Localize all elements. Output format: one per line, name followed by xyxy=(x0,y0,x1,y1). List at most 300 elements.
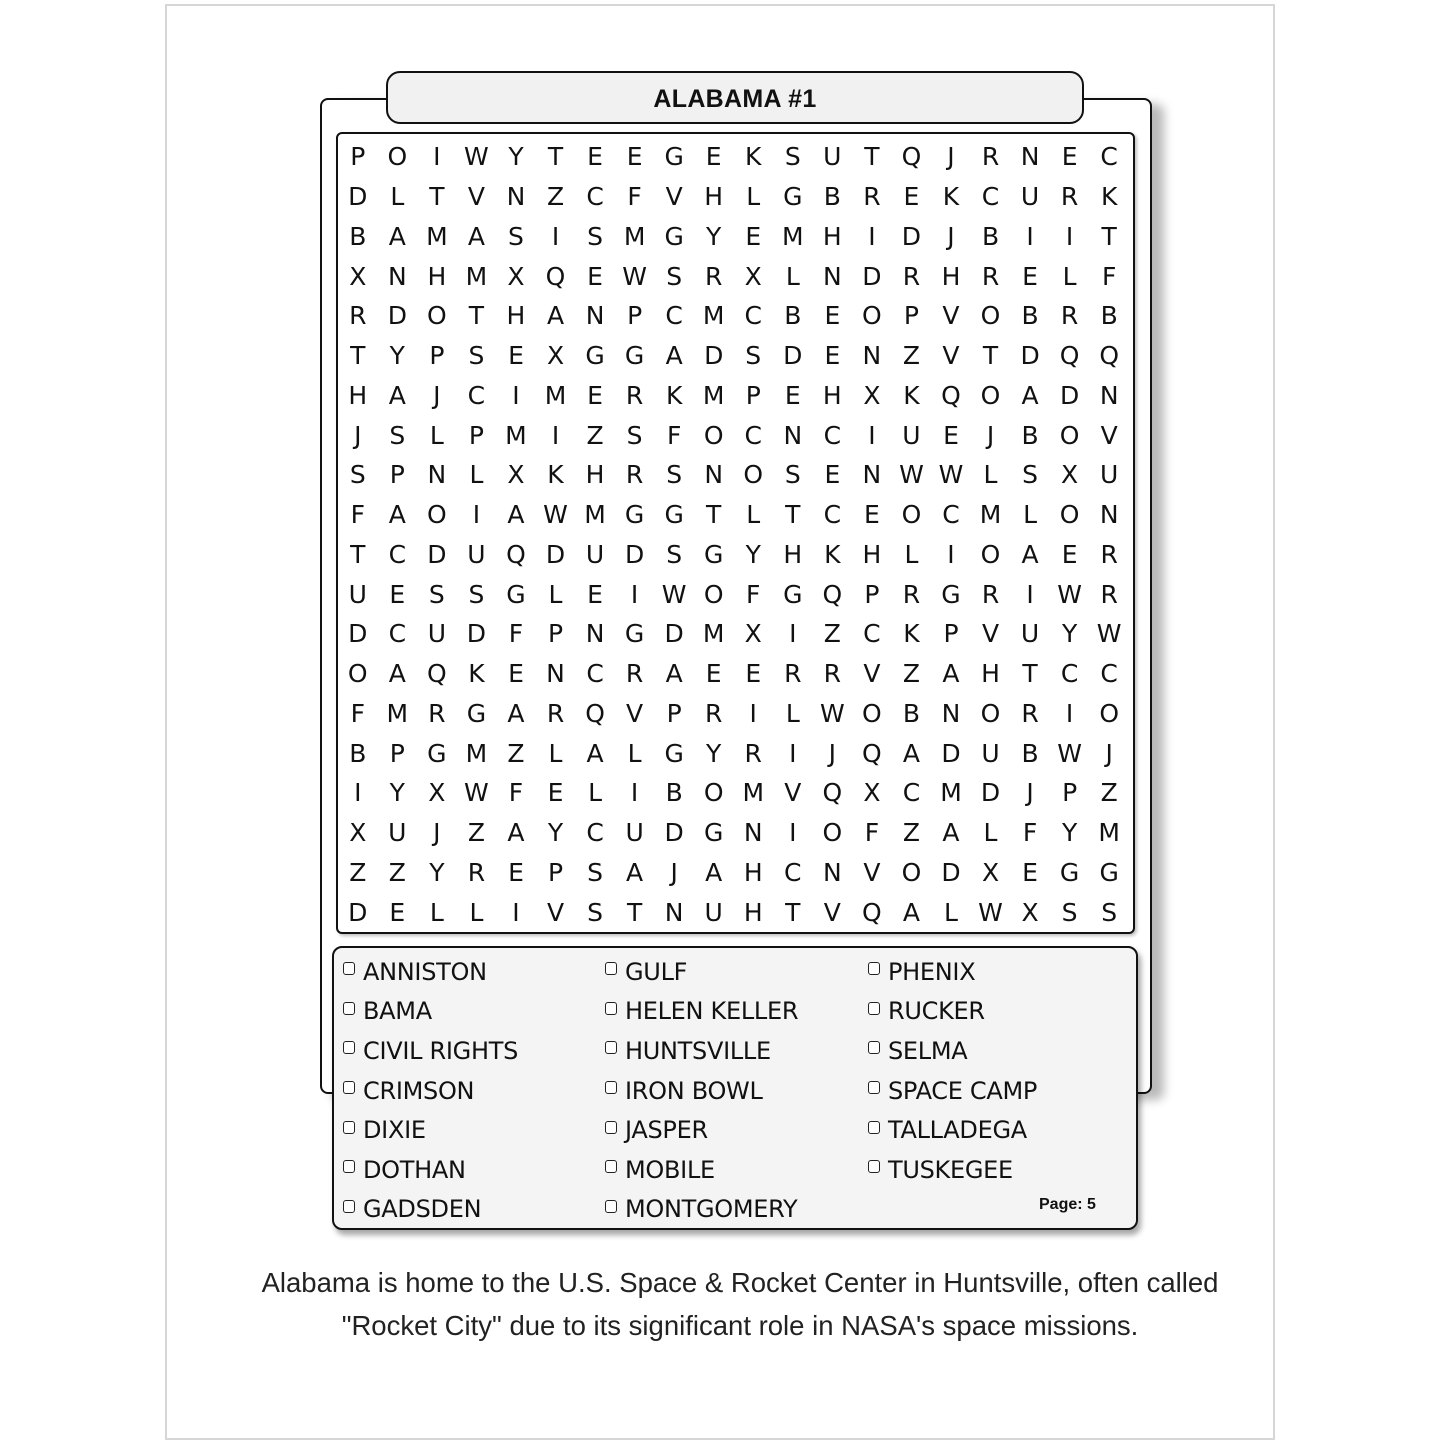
grid-letter[interactable]: O xyxy=(427,500,447,530)
word-list-item[interactable] xyxy=(343,1031,518,1071)
grid-letter[interactable]: C xyxy=(388,539,407,569)
grid-letter[interactable]: Q xyxy=(822,579,843,609)
grid-letter[interactable]: U xyxy=(585,539,605,569)
grid-letter[interactable]: R xyxy=(625,380,644,410)
grid-letter[interactable]: M xyxy=(465,738,488,768)
grid-letter[interactable]: G xyxy=(783,182,803,212)
grid-letter[interactable]: C xyxy=(942,500,960,530)
grid-letter[interactable]: A xyxy=(902,738,920,768)
grid-letter[interactable]: I xyxy=(1065,221,1074,251)
grid-letter[interactable]: E xyxy=(587,380,603,410)
grid-letter[interactable]: U xyxy=(902,420,921,450)
grid-letter[interactable]: F xyxy=(1022,818,1038,848)
grid-letter[interactable]: N xyxy=(1099,380,1119,410)
grid-letter[interactable]: L xyxy=(548,738,563,768)
grid-letter[interactable]: R xyxy=(981,261,1000,291)
grid-letter[interactable]: P xyxy=(350,142,366,172)
grid-letter[interactable]: O xyxy=(862,698,882,728)
grid-letter[interactable]: S xyxy=(1022,460,1038,490)
grid-letter[interactable]: E xyxy=(389,579,406,609)
grid-letter[interactable]: O xyxy=(980,698,1001,728)
grid-letter[interactable]: E xyxy=(745,221,762,251)
grid-letter[interactable]: K xyxy=(824,539,841,569)
grid-letter[interactable]: K xyxy=(903,619,920,649)
grid-letter[interactable]: H xyxy=(348,380,368,410)
grid-letter[interactable]: G xyxy=(1059,857,1080,887)
grid-letter[interactable]: T xyxy=(1022,659,1038,689)
checkbox-icon[interactable] xyxy=(343,1160,355,1173)
grid-letter[interactable]: L xyxy=(429,420,444,450)
grid-letter[interactable]: M xyxy=(584,500,606,530)
grid-letter[interactable]: V xyxy=(942,341,960,371)
grid-letter[interactable]: Z xyxy=(467,818,485,848)
grid-letter[interactable]: N xyxy=(585,619,605,649)
grid-letter[interactable]: B xyxy=(902,698,920,728)
grid-letter[interactable]: Z xyxy=(902,659,920,689)
grid-letter[interactable]: B xyxy=(784,301,802,331)
grid-letter[interactable]: A xyxy=(388,500,406,530)
word-list-item[interactable] xyxy=(868,952,1037,992)
checkbox-icon[interactable] xyxy=(605,1160,617,1173)
grid-letter[interactable]: G xyxy=(704,818,724,848)
grid-letter[interactable]: C xyxy=(586,659,604,689)
grid-letter[interactable]: D xyxy=(624,539,645,569)
grid-letter[interactable]: R xyxy=(981,142,1000,172)
grid-letter[interactable]: R xyxy=(784,659,802,689)
grid-letter[interactable]: B xyxy=(1021,738,1039,768)
grid-letter[interactable]: N xyxy=(941,698,961,728)
grid-letter[interactable]: A xyxy=(467,221,485,251)
grid-letter[interactable]: X xyxy=(981,857,1000,887)
grid-letter[interactable]: C xyxy=(863,619,881,649)
grid-letter[interactable]: X xyxy=(349,261,367,291)
grid-letter[interactable]: V xyxy=(981,619,1000,649)
grid-letter[interactable]: I xyxy=(512,897,520,927)
grid-letter[interactable]: D xyxy=(783,341,803,371)
grid-letter[interactable]: D xyxy=(941,738,961,768)
grid-letter[interactable]: C xyxy=(744,301,762,331)
grid-letter[interactable]: Y xyxy=(745,539,761,569)
grid-letter[interactable]: C xyxy=(1100,659,1118,689)
grid-letter[interactable]: D xyxy=(664,818,684,848)
grid-letter[interactable]: E xyxy=(1061,539,1078,569)
grid-letter[interactable]: X xyxy=(863,380,881,410)
checkbox-icon[interactable] xyxy=(343,1200,355,1213)
grid-letter[interactable]: V xyxy=(467,182,485,212)
grid-letter[interactable]: I xyxy=(630,778,639,808)
grid-letter[interactable]: W xyxy=(661,579,687,609)
grid-letter[interactable]: I xyxy=(433,142,441,172)
grid-letter[interactable]: O xyxy=(427,301,447,331)
grid-letter[interactable]: N xyxy=(506,182,526,212)
grid-letter[interactable]: Y xyxy=(389,778,405,808)
grid-letter[interactable]: P xyxy=(429,341,445,371)
grid-letter[interactable]: A xyxy=(942,818,960,848)
grid-letter[interactable]: M xyxy=(940,778,962,808)
grid-letter[interactable]: K xyxy=(665,380,683,410)
grid-letter[interactable]: L xyxy=(627,738,642,768)
grid-letter[interactable]: R xyxy=(705,698,723,728)
grid-letter[interactable]: J xyxy=(986,420,995,450)
grid-letter[interactable]: K xyxy=(745,142,762,172)
grid-letter[interactable]: B xyxy=(823,182,841,212)
grid-letter[interactable]: U xyxy=(1020,182,1040,212)
grid-letter[interactable]: O xyxy=(703,778,724,808)
grid-letter[interactable]: E xyxy=(587,261,603,291)
grid-letter[interactable]: D xyxy=(664,619,684,649)
grid-letter[interactable]: F xyxy=(1101,261,1117,291)
grid-letter[interactable]: N xyxy=(585,301,605,331)
grid-letter[interactable]: B xyxy=(349,221,367,251)
grid-letter[interactable]: I xyxy=(512,380,520,410)
grid-letter[interactable]: Y xyxy=(1061,619,1078,649)
grid-letter[interactable]: A xyxy=(388,221,406,251)
grid-letter[interactable]: R xyxy=(902,579,921,609)
grid-letter[interactable]: J xyxy=(670,857,678,887)
grid-letter[interactable]: Q xyxy=(901,142,922,172)
grid-letter[interactable]: E xyxy=(626,142,643,172)
checkbox-icon[interactable] xyxy=(605,1081,617,1094)
grid-letter[interactable]: X xyxy=(349,818,367,848)
grid-letter[interactable]: N xyxy=(704,460,724,490)
grid-letter[interactable]: V xyxy=(863,857,881,887)
word-list-item[interactable] xyxy=(868,1150,1037,1190)
grid-letter[interactable]: H xyxy=(981,659,1000,689)
grid-letter[interactable]: A xyxy=(507,500,525,530)
grid-letter[interactable]: C xyxy=(823,420,842,450)
grid-letter[interactable]: M xyxy=(702,380,725,410)
grid-letter[interactable]: R xyxy=(1060,301,1079,331)
grid-letter[interactable]: C xyxy=(1100,142,1118,172)
grid-letter[interactable]: Y xyxy=(1061,818,1078,848)
grid-letter[interactable]: L xyxy=(944,897,958,927)
grid-letter[interactable]: Q xyxy=(941,380,961,410)
grid-letter[interactable]: K xyxy=(903,380,920,410)
grid-letter[interactable]: N xyxy=(783,420,803,450)
grid-letter[interactable]: O xyxy=(901,500,922,530)
grid-letter[interactable]: S xyxy=(587,221,603,251)
grid-letter[interactable]: E xyxy=(587,142,603,172)
grid-letter[interactable]: E xyxy=(1022,857,1038,887)
grid-letter[interactable]: L xyxy=(983,818,998,848)
grid-letter[interactable]: E xyxy=(824,460,841,490)
grid-letter[interactable]: S xyxy=(784,460,801,490)
grid-letter[interactable]: L xyxy=(469,897,484,927)
grid-letter[interactable]: X xyxy=(1021,897,1039,927)
grid-letter[interactable]: K xyxy=(1100,182,1118,212)
grid-letter[interactable]: A xyxy=(388,659,406,689)
grid-letter[interactable]: Z xyxy=(823,619,841,649)
grid-letter[interactable]: T xyxy=(785,897,801,927)
grid-letter[interactable]: I xyxy=(789,738,797,768)
grid-letter[interactable]: W xyxy=(1057,738,1082,768)
grid-letter[interactable]: R xyxy=(546,698,565,728)
grid-letter[interactable]: Z xyxy=(902,818,920,848)
grid-letter[interactable]: G xyxy=(427,738,447,768)
grid-letter[interactable]: G xyxy=(664,221,684,251)
checkbox-icon[interactable] xyxy=(605,1002,617,1015)
checkbox-icon[interactable] xyxy=(343,1121,355,1134)
grid-letter[interactable]: Z xyxy=(586,420,604,450)
grid-letter[interactable]: T xyxy=(626,897,643,927)
checkbox-icon[interactable] xyxy=(605,1200,617,1213)
checkbox-icon[interactable] xyxy=(868,1002,880,1015)
grid-letter[interactable]: E xyxy=(745,659,762,689)
grid-letter[interactable]: I xyxy=(868,221,876,251)
grid-letter[interactable]: E xyxy=(903,182,920,212)
grid-letter[interactable]: I xyxy=(868,420,876,450)
grid-letter[interactable]: X xyxy=(863,778,881,808)
word-list-item[interactable] xyxy=(605,992,798,1032)
word-list-item[interactable] xyxy=(868,992,1037,1032)
grid-letter[interactable]: O xyxy=(1059,500,1080,530)
grid-letter[interactable]: F xyxy=(508,778,524,808)
grid-letter[interactable]: P xyxy=(627,301,643,331)
grid-letter[interactable]: H xyxy=(822,221,842,251)
grid-letter[interactable]: I xyxy=(789,619,797,649)
grid-letter[interactable]: E xyxy=(1022,261,1038,291)
grid-letter[interactable]: D xyxy=(348,897,368,927)
grid-letter[interactable]: E xyxy=(824,341,841,371)
grid-letter[interactable]: G xyxy=(624,500,645,530)
grid-letter[interactable]: Q xyxy=(427,659,447,689)
grid-letter[interactable]: B xyxy=(1100,301,1118,331)
grid-letter[interactable]: O xyxy=(980,380,1001,410)
grid-letter[interactable]: O xyxy=(743,460,764,490)
grid-letter[interactable]: H xyxy=(704,182,724,212)
grid-letter[interactable]: G xyxy=(941,579,961,609)
grid-letter[interactable]: W xyxy=(819,698,845,728)
checkbox-icon[interactable] xyxy=(868,1081,880,1094)
checkbox-icon[interactable] xyxy=(343,1081,355,1094)
grid-letter[interactable]: S xyxy=(784,142,801,172)
grid-letter[interactable]: L xyxy=(785,261,800,291)
grid-letter[interactable]: W xyxy=(978,897,1003,927)
grid-letter[interactable]: H xyxy=(743,857,763,887)
grid-letter[interactable]: L xyxy=(469,460,484,490)
grid-letter[interactable]: P xyxy=(389,460,405,490)
grid-letter[interactable]: I xyxy=(1065,698,1074,728)
grid-letter[interactable]: M xyxy=(702,301,725,331)
grid-letter[interactable]: U xyxy=(388,818,407,848)
grid-letter[interactable]: N xyxy=(387,261,407,291)
checkbox-icon[interactable] xyxy=(343,962,355,975)
grid-letter[interactable]: G xyxy=(704,539,724,569)
word-list-item[interactable] xyxy=(343,1110,518,1150)
grid-letter[interactable]: C xyxy=(388,619,407,649)
grid-letter[interactable]: T xyxy=(547,142,564,172)
grid-letter[interactable]: I xyxy=(551,420,560,450)
grid-letter[interactable]: V xyxy=(823,897,841,927)
grid-letter[interactable]: M xyxy=(505,420,527,450)
grid-letter[interactable]: O xyxy=(1059,420,1080,450)
grid-letter[interactable]: J xyxy=(433,380,441,410)
grid-letter[interactable]: A xyxy=(1021,539,1039,569)
grid-letter[interactable]: X xyxy=(546,341,565,371)
grid-letter[interactable]: D xyxy=(980,778,1001,808)
grid-letter[interactable]: Q xyxy=(545,261,566,291)
grid-letter[interactable]: L xyxy=(785,698,800,728)
grid-letter[interactable]: U xyxy=(981,738,1000,768)
grid-letter[interactable]: W xyxy=(1057,579,1082,609)
grid-letter[interactable]: C xyxy=(586,182,604,212)
grid-letter[interactable]: N xyxy=(1020,142,1040,172)
grid-letter[interactable]: N xyxy=(822,857,842,887)
grid-letter[interactable]: A xyxy=(902,897,920,927)
grid-letter[interactable]: I xyxy=(1026,579,1034,609)
grid-letter[interactable]: F xyxy=(864,818,880,848)
grid-letter[interactable]: R xyxy=(981,579,1000,609)
grid-letter[interactable]: J xyxy=(354,420,362,450)
grid-letter[interactable]: R xyxy=(1100,539,1118,569)
grid-letter[interactable]: J xyxy=(947,221,955,251)
grid-letter[interactable]: V xyxy=(626,698,644,728)
word-list-item[interactable] xyxy=(343,1071,518,1111)
grid-letter[interactable]: M xyxy=(742,778,765,808)
grid-letter[interactable]: N xyxy=(822,261,842,291)
grid-letter[interactable]: I xyxy=(1026,221,1034,251)
grid-letter[interactable]: S xyxy=(428,579,445,609)
grid-letter[interactable]: E xyxy=(824,301,841,331)
checkbox-icon[interactable] xyxy=(605,962,617,975)
grid-letter[interactable]: S xyxy=(468,579,485,609)
grid-letter[interactable]: G xyxy=(506,579,526,609)
grid-letter[interactable]: O xyxy=(862,301,882,331)
grid-letter[interactable]: R xyxy=(863,182,881,212)
grid-letter[interactable]: E xyxy=(943,420,959,450)
grid-letter[interactable]: S xyxy=(587,897,603,927)
grid-letter[interactable]: Y xyxy=(706,221,722,251)
grid-letter[interactable]: Q xyxy=(822,778,843,808)
grid-letter[interactable]: O xyxy=(347,659,368,689)
grid-letter[interactable]: U xyxy=(467,539,486,569)
grid-letter[interactable]: E xyxy=(784,380,801,410)
grid-letter[interactable]: L xyxy=(548,579,563,609)
word-list-item[interactable] xyxy=(343,1190,518,1230)
grid-letter[interactable]: S xyxy=(1061,897,1078,927)
grid-letter[interactable]: U xyxy=(1020,619,1040,649)
grid-letter[interactable]: W xyxy=(899,460,924,490)
grid-letter[interactable]: C xyxy=(902,778,921,808)
grid-letter[interactable]: J xyxy=(828,738,837,768)
grid-letter[interactable]: P xyxy=(745,380,761,410)
grid-letter[interactable]: S xyxy=(468,341,485,371)
grid-letter[interactable]: S xyxy=(626,420,643,450)
grid-letter[interactable]: Z xyxy=(902,341,920,371)
grid-letter[interactable]: M xyxy=(782,221,804,251)
grid-letter[interactable]: H xyxy=(585,460,605,490)
grid-letter[interactable]: R xyxy=(467,857,486,887)
grid-letter[interactable]: W xyxy=(464,142,489,172)
grid-letter[interactable]: S xyxy=(389,420,406,450)
grid-letter[interactable]: H xyxy=(862,539,882,569)
grid-letter[interactable]: W xyxy=(464,778,489,808)
grid-letter[interactable]: V xyxy=(1100,420,1118,450)
word-list-item[interactable] xyxy=(343,1150,518,1190)
grid-letter[interactable]: X xyxy=(744,619,762,649)
grid-letter[interactable]: O xyxy=(387,142,408,172)
grid-letter[interactable]: D xyxy=(941,857,961,887)
grid-letter[interactable]: R xyxy=(625,659,644,689)
grid-letter[interactable]: Q xyxy=(1059,341,1080,371)
word-list-item[interactable] xyxy=(868,1031,1037,1071)
grid-letter[interactable]: S xyxy=(587,857,603,887)
grid-letter[interactable]: L xyxy=(429,897,444,927)
grid-letter[interactable]: H xyxy=(822,380,842,410)
grid-letter[interactable]: B xyxy=(665,778,683,808)
grid-letter[interactable]: A xyxy=(665,659,683,689)
grid-letter[interactable]: K xyxy=(942,182,960,212)
checkbox-icon[interactable] xyxy=(605,1041,617,1054)
grid-letter[interactable]: T xyxy=(350,539,366,569)
grid-letter[interactable]: D xyxy=(862,261,882,291)
grid-letter[interactable]: W xyxy=(622,261,647,291)
checkbox-icon[interactable] xyxy=(868,1121,880,1134)
grid-letter[interactable]: V xyxy=(863,659,881,689)
grid-letter[interactable]: N xyxy=(664,897,684,927)
grid-letter[interactable]: L xyxy=(1023,500,1038,530)
grid-letter[interactable]: S xyxy=(508,221,524,251)
grid-letter[interactable]: X xyxy=(507,460,525,490)
grid-letter[interactable]: D xyxy=(1020,341,1040,371)
grid-letter[interactable]: A xyxy=(546,301,565,331)
grid-letter[interactable]: O xyxy=(822,818,843,848)
grid-letter[interactable]: K xyxy=(468,659,485,689)
grid-letter[interactable]: B xyxy=(1021,301,1039,331)
grid-letter[interactable]: I xyxy=(630,579,639,609)
grid-letter[interactable]: T xyxy=(350,341,366,371)
grid-letter[interactable]: G xyxy=(624,341,645,371)
grid-letter[interactable]: Q xyxy=(1099,341,1119,371)
grid-letter[interactable]: X xyxy=(744,261,762,291)
grid-letter[interactable]: A xyxy=(705,857,723,887)
grid-letter[interactable]: Y xyxy=(389,341,405,371)
grid-letter[interactable]: Y xyxy=(508,142,524,172)
grid-letter[interactable]: A xyxy=(507,698,525,728)
grid-letter[interactable]: I xyxy=(749,698,757,728)
grid-letter[interactable]: D xyxy=(427,539,447,569)
grid-letter[interactable]: P xyxy=(389,738,405,768)
grid-letter[interactable]: T xyxy=(864,142,880,172)
grid-letter[interactable]: S xyxy=(745,341,762,371)
grid-letter[interactable]: S xyxy=(666,460,683,490)
grid-letter[interactable]: H xyxy=(427,261,447,291)
grid-letter[interactable]: A xyxy=(626,857,644,887)
grid-letter[interactable]: B xyxy=(349,738,367,768)
grid-letter[interactable]: I xyxy=(947,539,955,569)
checkbox-icon[interactable] xyxy=(868,962,880,975)
grid-letter[interactable]: H xyxy=(783,539,803,569)
grid-letter[interactable]: L xyxy=(983,460,998,490)
grid-letter[interactable]: N xyxy=(546,659,565,689)
grid-letter[interactable]: L xyxy=(746,500,761,530)
grid-letter[interactable]: Y xyxy=(706,738,722,768)
grid-letter[interactable]: E xyxy=(705,142,722,172)
grid-letter[interactable]: G xyxy=(1099,857,1119,887)
grid-letter[interactable]: E xyxy=(863,500,880,530)
grid-letter[interactable]: O xyxy=(980,539,1001,569)
grid-letter[interactable]: S xyxy=(666,261,683,291)
grid-letter[interactable]: Z xyxy=(388,857,406,887)
grid-letter[interactable]: Y xyxy=(547,818,564,848)
letter-grid[interactable] xyxy=(338,137,1129,932)
grid-letter[interactable]: Z xyxy=(1100,778,1118,808)
grid-letter[interactable]: C xyxy=(823,500,842,530)
grid-letter[interactable]: J xyxy=(947,142,955,172)
grid-letter[interactable]: T xyxy=(429,182,445,212)
grid-letter[interactable]: O xyxy=(703,420,724,450)
grid-letter[interactable]: H xyxy=(743,897,763,927)
